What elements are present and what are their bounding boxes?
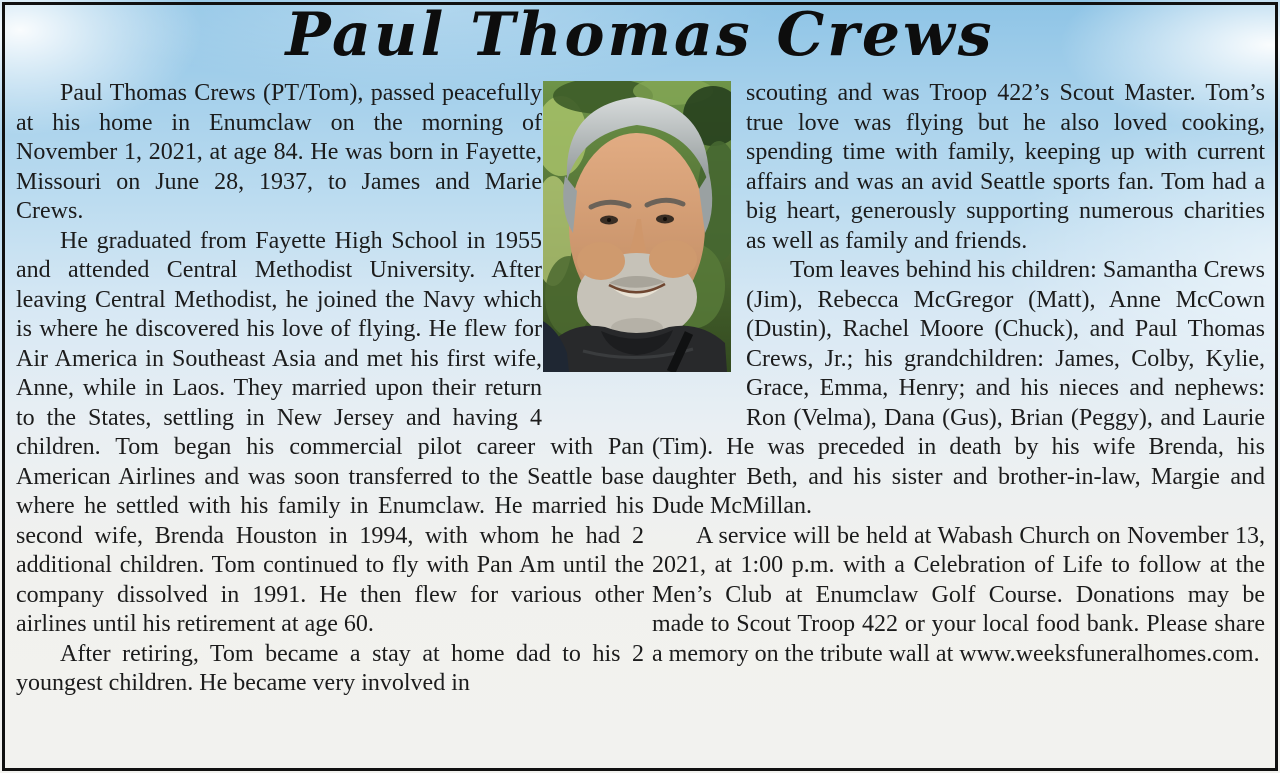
obituary-title: Paul Thomas Crews [285,0,995,70]
paragraph-retirement: After retiring, Tom became a stay at home dad to his 2 youngest children. He became very involved in [16,640,644,696]
paragraph-hobbies: scouting and was Troop 422’s Scout Master. Tom’s true love was flying but he also loved cooking, spending time with family, keeping up with current affairs and was an avid Seattle sports fan. Tom had a big heart, generously supporting numerous charities as well as family and friends. [746,80,1265,254]
right-column [652,79,1265,669]
paragraph-career: He graduated from Fayette High School in 1955 and attended Central Methodist University. After leaving Central Methodist, he joined the Navy which is where he discovered his love of flying. He flew for Air America in Southeast Asia and met his first wife, Anne, while in Laos. They married upon their return to the States, settling in New Jersey and having 4 children. Tom began his commercial pilot career with Pan American Airlines and was soon transferred to the Seattle base where he settled with his family in Enumclaw. He married his second wife, Brenda Houston in 1994, with whom he had 2 additional children. Tom continued to fly with Pan Am until the company dissolved in 1991. He then flew for various other airlines until his retirement at age 60. [16,227,644,637]
paragraph-intro: Paul Thomas Crews (PT/Tom), passed peacefully at his home in Enumclaw on the morning of November 1, 2021, at age 84. He was born in Fayette, Missouri on June 28, 1937, to James and Marie Crews. [16,80,542,224]
left-column [16,79,644,699]
photo-text-wrap-spacer-right [652,79,746,409]
paragraph-family: Tom leaves behind his children: Samantha Crews (Jim), Rebecca McGregor (Matt), Anne McCown (Dustin), Rachel Moore (Chuck), and Paul Thomas Crews, Jr.; his grandchildren: James, Colby, Kylie, Grace, Emma, Henry; and his nieces and nephews: Ron (Velma), Dana (Gus), Brian (Peggy), and Laurie (Tim). He was preceded in death by his wife Brenda, his daughter Beth, and his sister and brother-in-law, Margie and Dude McMillan. [652,257,1265,519]
paragraph-service: A service will be held at Wabash Church on November 13, 2021, at 1:00 p.m. with a Celebration of Life to follow at the Men’s Club at Enumclaw Golf Course. Donations may be made to Scout Troop 422 or your local food bank. Please share a memory on the tribute wall at www.weeksfuneralhomes.com. [652,522,1265,667]
photo-text-wrap-spacer-left [542,79,644,409]
